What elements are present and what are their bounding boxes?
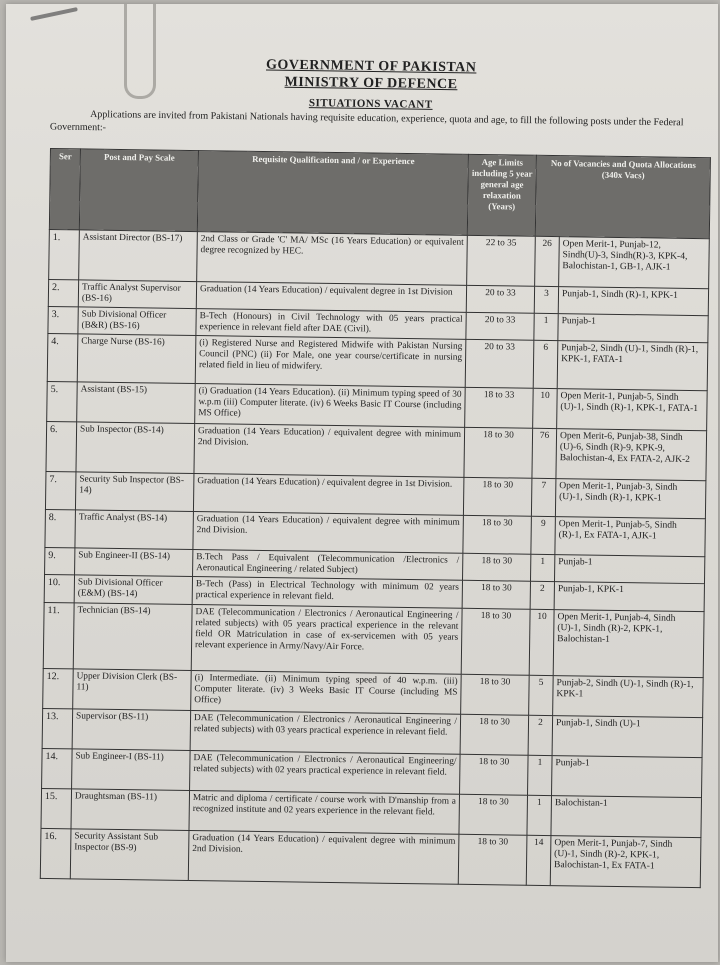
- row-post: Security Sub Inspector (BS-14): [75, 472, 194, 512]
- row-post: Security Assistant Sub Inspector (BS-9): [70, 829, 189, 881]
- row-vacancy-count: 2: [530, 581, 554, 609]
- row-qualification: (i) Intermediate. (ii) Minimum typing speed of 40 w.p.m. (iii) Computer literate. (iv) 3 Weeks Basic IT Course (including MS Office): [191, 671, 462, 715]
- row-vacancy-count: 7: [531, 478, 556, 516]
- row-age: 18 to 33: [465, 387, 534, 428]
- row-vacancy-count: 9: [531, 516, 556, 554]
- row-age: 18 to 30: [463, 553, 531, 581]
- row-post: Sub Divisional Officer (B&R) (BS-16): [78, 307, 196, 336]
- row-qualification: Graduation (14 Years Education) / equivalent degree with minimum 2nd Division.: [194, 424, 465, 478]
- row-ser: 11.: [43, 602, 74, 668]
- row-quota: Open Merit-1, Punjab-12, Sindh(U)-3, Sindh(R)-3, KPK-4, Balochistan-1, GB-1, AJK-1: [559, 237, 710, 289]
- row-post: Traffic Analyst Supervisor (BS-16): [78, 280, 196, 309]
- row-quota: Open Merit-1, Punjab-5, Sindh (R)-1, Ex FATA-1, AJK-1: [555, 517, 706, 557]
- row-vacancy-count: 10: [529, 609, 554, 675]
- row-ser: 16.: [40, 828, 71, 878]
- row-quota: Balochistan-1: [551, 796, 702, 838]
- row-post: Draughtsman (BS-11): [71, 789, 190, 831]
- row-age: 18 to 30: [460, 714, 529, 755]
- row-post: Charge Nurse (BS-16): [77, 334, 196, 384]
- pen-mark: [30, 7, 78, 21]
- row-post: Sub Engineer-II (BS-14): [75, 548, 193, 577]
- row-quota: Open Merit-1, Punjab-7, Sindh (U)-1, Sindh (R)-2, KPK-1, Balochistan-1, Ex FATA-1: [550, 836, 701, 888]
- row-vacancy-count: 3: [534, 286, 558, 313]
- row-ser: 5.: [47, 381, 78, 421]
- row-post: Sub Engineer-I (BS-11): [72, 749, 191, 791]
- row-post: Supervisor (BS-11): [72, 709, 191, 751]
- row-age: 18 to 30: [458, 834, 527, 885]
- row-post: Traffic Analyst (BS-14): [75, 510, 194, 550]
- col-age: Age Limits including 5 year general age relaxation (Years): [467, 154, 536, 236]
- row-age: 18 to 30: [463, 477, 532, 516]
- header-situations-vacant: SITUATIONS VACANT: [308, 97, 433, 111]
- row-qualification: B-Tech (Honours) in Civil Technology with 05 years practical experience in relevant field after DAE (Civil).: [196, 309, 466, 340]
- row-ser: 7.: [45, 471, 76, 509]
- row-age: 22 to 35: [467, 235, 536, 286]
- row-qualification: B-Tech (Pass) in Electrical Technology with minimum 02 years practical experience in relevant field.: [192, 577, 462, 609]
- row-qualification: DAE (Telecommunication / Electronics / Aeronautical Engineering / related subjects) with 05 years practical experience in the relevant field OR Matriculation in case of ex-servicemen with 05 years relevant experience in Army/Navy/Air Force.: [191, 605, 462, 675]
- row-qualification: Graduation (14 Years Education) / equivalent degree with minimum 2nd Division.: [188, 831, 459, 885]
- header-ministry: MINISTRY OF DEFENCE: [284, 74, 458, 93]
- row-ser: 10.: [44, 574, 74, 602]
- vacancies-table: [40, 148, 711, 888]
- row-post: Assistant Director (BS-17): [79, 230, 198, 282]
- row-quota: Open Merit-1, Punjab-3, Sindh (U)-1, Sindh (R)-1, KPK-1: [555, 479, 706, 519]
- col-ser: Ser: [49, 149, 80, 230]
- row-qualification: 2nd Class or Grade 'C' MA/ MSc (16 Years Education) or equivalent degree recognized by HEC.: [197, 232, 468, 286]
- row-ser: 3.: [48, 306, 78, 333]
- row-age: 18 to 30: [459, 794, 528, 835]
- row-age: 18 to 30: [460, 754, 529, 795]
- header-government: GOVERNMENT OF PAKISTAN: [265, 57, 477, 76]
- row-vacancy-count: 76: [532, 428, 557, 478]
- paper-clip: [124, 4, 156, 99]
- row-post: Assistant (BS-15): [77, 382, 196, 424]
- row-qualification: DAE (Telecommunication / Electronics / Aeronautical Engineering / related subjects) with 03 years practical experience in relevant field.: [190, 711, 461, 755]
- row-vacancy-count: 5: [529, 675, 554, 715]
- row-vacancy-count: 14: [526, 835, 551, 885]
- row-ser: 15.: [41, 788, 72, 828]
- row-qualification: Graduation (14 Years Education) / equivalent degree in 1st Division: [196, 282, 466, 313]
- row-vacancy-count: 1: [534, 313, 558, 340]
- row-ser: 12.: [43, 668, 74, 708]
- row-age: 18 to 30: [461, 608, 530, 675]
- row-qualification: Graduation (14 Years Education) / equivalent degree with minimum 2nd Division.: [193, 512, 464, 554]
- row-vacancy-count: 1: [530, 554, 554, 581]
- row-quota: Punjab-1: [558, 314, 708, 343]
- table-row: [46, 421, 707, 480]
- row-qualification: DAE (Telecommunication / Electronics / Aeronautical Engineering/ related subjects) with 02 years practical experience in relevant field.: [190, 751, 461, 795]
- row-age: 18 to 30: [463, 515, 532, 554]
- row-vacancy-count: 6: [533, 340, 558, 388]
- row-age: 20 to 33: [466, 312, 534, 340]
- row-vacancy-count: 1: [527, 795, 552, 835]
- row-age: 20 to 33: [466, 285, 534, 313]
- row-age: 18 to 30: [464, 427, 533, 478]
- document-page: [6, 4, 718, 962]
- row-ser: 6.: [46, 421, 77, 471]
- row-vacancy-count: 26: [535, 236, 560, 286]
- row-quota: Punjab-1, Sindh (U)-1: [552, 716, 703, 758]
- row-age: 20 to 33: [465, 339, 534, 388]
- row-quota: Punjab-2, Sindh (U)-1, Sindh (R)-1, KPK-1, FATA-1: [557, 341, 708, 391]
- row-vacancy-count: 10: [533, 388, 558, 428]
- row-vacancy-count: 1: [528, 755, 553, 795]
- row-quota: Punjab-1, Sindh (R)-1, KPK-1: [558, 287, 708, 316]
- row-quota: Punjab-2, Sindh (U)-1, Sindh (R)-1, KPK-1: [553, 676, 704, 718]
- table-header-row: [49, 149, 710, 239]
- row-quota: Punjab-1: [552, 756, 703, 798]
- row-post: Sub Inspector (BS-14): [76, 422, 195, 474]
- row-ser: 13.: [42, 708, 73, 748]
- row-qualification: Matric and diploma / certificate / course work with D'manship from a recognized institute and 02 years experience in the relevant field.: [189, 791, 460, 835]
- row-qualification: Graduation (14 Years Education) / equivalent degree in 1st Division.: [193, 474, 464, 516]
- row-qualification: B.Tech Pass / Equivalent (Telecommunication /Electronics / Aeronautical Engineering / related Subject): [193, 550, 463, 581]
- row-age: 18 to 30: [462, 580, 530, 609]
- row-quota: Punjab-1: [554, 555, 704, 584]
- row-ser: 2.: [48, 279, 78, 306]
- row-ser: 1.: [49, 229, 80, 279]
- table-row: [40, 828, 701, 887]
- intro-paragraph: Applications are invited from Pakistani Nationals having requisite education, experience, quota and age, to fill the following posts under the Federal Government:-: [49, 109, 684, 134]
- col-qualification: Requisite Qualification and / or Experience: [197, 151, 468, 236]
- row-qualification: (i) Graduation (14 Years Education). (ii) Minimum typing speed of 30 w.p.m (iii) Computer literate. (iv) 6 Weeks Basic IT Course (including MS Office): [195, 384, 466, 428]
- row-age: 18 to 30: [461, 674, 530, 715]
- row-post: Technician (BS-14): [73, 603, 192, 671]
- row-quota: Open Merit-6, Punjab-38, Sindh (U)-6, Sindh (R)-9, KPK-9, Balochistan-4, Ex FATA-2, AJK-2: [556, 429, 707, 481]
- row-ser: 14.: [42, 748, 73, 788]
- row-quota: Open Merit-1, Punjab-5, Sindh (U)-1, Sindh (R)-1, KPK-1, FATA-1: [557, 389, 708, 431]
- document-header: [206, 56, 537, 116]
- table-row: [49, 229, 710, 288]
- row-ser: 4.: [47, 333, 78, 381]
- table-row: [43, 602, 704, 677]
- row-vacancy-count: 2: [528, 715, 553, 755]
- vacancies-table-wrap: [40, 148, 712, 888]
- row-qualification: (i) Registered Nurse and Registered Midwife with Pakistan Nursing Council (PNC) (ii) For Male, one year course/certificate in nursing related field in lieu of midwifery.: [195, 336, 466, 388]
- row-ser: 9.: [45, 547, 75, 574]
- row-ser: 8.: [45, 509, 76, 547]
- row-post: Upper Division Clerk (BS-11): [73, 669, 192, 711]
- row-quota: Open Merit-1, Punjab-4, Sindh (U)-1, Sindh (R)-2, KPK-1, Balochistan-1: [553, 610, 704, 678]
- col-vacancies: No of Vacancies and Quota Allocations (340x Vacs): [535, 155, 710, 238]
- row-quota: Punjab-1, KPK-1: [554, 582, 704, 612]
- row-post: Sub Divisional Officer (E&M) (BS-14): [74, 575, 192, 605]
- col-post: Post and Pay Scale: [79, 149, 198, 232]
